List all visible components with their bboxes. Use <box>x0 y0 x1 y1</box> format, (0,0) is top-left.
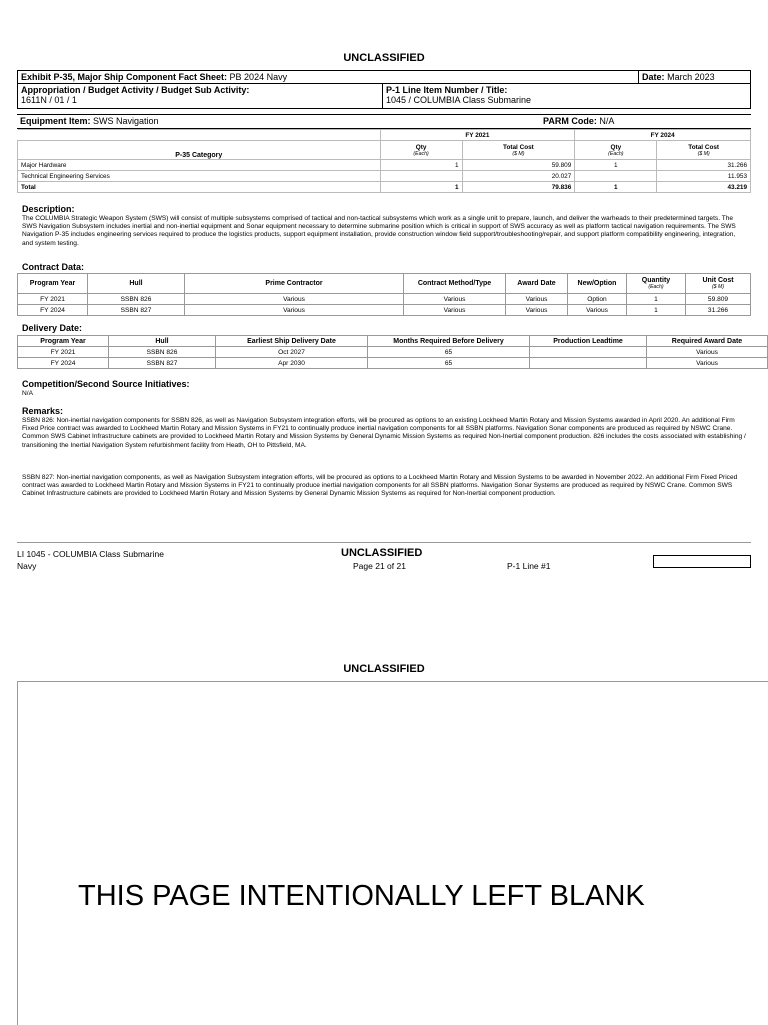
table-row: FY 2024 SSBN 827 Apr 2030 65 Various <box>18 358 768 369</box>
cost-header-b: Total Cost ($ M) <box>657 141 751 160</box>
parm-code-label: PARM Code: <box>543 116 597 126</box>
contract-data-table: Program Year Hull Prime Contractor Contract Method/Type Award Date New/Option Quantity (Each) Unit Cost ($ M) FY 2021 SSBN 826 Various Various Various Option 1 59.809 FY 2024 SSBN 827 Various Various Various Various 1 31.266 <box>17 273 751 316</box>
exhibit-title-value: PB 2024 Navy <box>229 72 288 82</box>
table-row-total: Total 1 79.836 1 43.219 <box>18 182 751 193</box>
date-cell <box>639 71 751 84</box>
exhibit-header-table <box>17 70 751 109</box>
appropriation-value: 1611N / 01 / 1 <box>21 95 77 105</box>
equipment-row <box>17 114 751 129</box>
footer-service: Navy <box>17 561 37 571</box>
footer-page-number: Page 21 of 21 <box>353 561 406 571</box>
contract-data-title: Contract Data: <box>22 262 85 272</box>
footer-divider <box>17 542 751 543</box>
qty-header-b: Qty (Each) <box>575 141 657 160</box>
appropriation-label: Appropriation / Budget Activity / Budget Sub Activity: <box>21 85 250 95</box>
table-row: Technical Engineering Services 20.027 11.953 <box>18 171 751 182</box>
footer-classification: UNCLASSIFIED <box>341 547 423 559</box>
remarks-title: Remarks: <box>22 406 64 416</box>
appropriation-cell <box>18 84 383 109</box>
description-text: The COLUMBIA Strategic Weapon System (SWS) will consist of multiple subsystems comprised of tactical and non-tactical subsystems which work as a single unit to prepare, launch, and deliver the warheads to their predetermined targets. The SWS Navigation Subsystem includes inertial and non-inertial equipment and Sonar equipment necessary to determine submarine position which is critical in support of SWS accuracy as well as platform tactical navigation requirements. The SWS Navigation P-35 includes engineering services required to produce the logistics products, support equipment installation, provide construction window field support/troubleshooting/repair, and support platform compatibility engineering, integration, and system testing. <box>22 215 736 247</box>
p1-line-label: P-1 Line Item Number / Title: <box>386 85 508 95</box>
footer-p1-line: P-1 Line #1 <box>507 561 551 571</box>
qty-header-a: Qty (Each) <box>380 141 462 160</box>
remarks-ssbn-827: SSBN 827: Non-inertial navigation components, as well as Navigation Subsystem integration efforts, will be procured as options to a Lockheed Martin Rotary and Mission Systems to be awarded in November 2022. An additional Firm Fixed Priced contract was awarded to Lockheed Martin Rotary and Mission Systems in FY21 to continually produce inertial navigation components for all SSBN platforms. Navigation Sonar Systems are produced as required by NSWC Crane. Common SWS Cabinet Infrastructure cabinets are provided to Lockheed Martin Rotary and Mission Systems by General Dynamic Mission Systems as required for Non-Inertial component production. <box>22 474 738 498</box>
classification-header-page2: UNCLASSIFIED <box>343 663 425 675</box>
date-value: March 2023 <box>667 72 715 82</box>
blank-page-notice: THIS PAGE INTENTIONALLY LEFT BLANK <box>78 880 645 912</box>
equipment-label: Equipment Item: <box>20 116 91 126</box>
table-row: FY 2021 SSBN 826 Various Various Various Option 1 59.809 <box>18 294 751 305</box>
remarks-ssbn-826: SSBN 826: Non-inertial navigation components for SSBN 826, as well as Navigation Subsystem integration efforts, will be procured as options to an existing Lockheed Martin Rotary and Mission Systems awarded in April 2020. An additional Firm Fixed Price contract was awarded to Lockheed Martin Rotary and Mission Systems in FY21 to continually produce inertial navigation components for all SSBN platforms. Navigation Sonar components are produced as required by NSWC Crane. Common SWS Cabinet Infrastructure cabinets are provided to Lockheed Martin Rotary and Mission Systems by General Dynamic Mission Systems as required Non-Inertial component production. 826 includes the costs associated with establishing / transitioning the Inertial Navigation System refurbishment facility from Heath, OH to Pittsfield, MA. <box>22 417 746 449</box>
competition-title: Competition/Second Source Initiatives: <box>22 379 190 389</box>
equipment-value: SWS Navigation <box>93 116 159 126</box>
fy-2024-header: FY 2024 <box>575 130 751 141</box>
fy-2021-header: FY 2021 <box>380 130 575 141</box>
p35-category-header: P-35 Category <box>18 141 381 160</box>
classification-header: UNCLASSIFIED <box>343 52 425 64</box>
exhibit-title-label: Exhibit P-35, Major Ship Component Fact Sheet: <box>21 72 228 82</box>
cost-header-a: Total Cost ($ M) <box>462 141 575 160</box>
p35-cost-table <box>17 129 751 193</box>
p1-line-value: 1045 / COLUMBIA Class Submarine <box>386 95 532 105</box>
competition-text: N/A <box>22 390 33 397</box>
table-row: FY 2021 SSBN 826 Oct 2027 65 Various <box>18 347 768 358</box>
table-row: Major Hardware 1 59.809 1 31.266 <box>18 160 751 171</box>
delivery-date-title: Delivery Date: <box>22 323 83 333</box>
parm-code-value: N/A <box>599 116 615 126</box>
exhibit-title-cell <box>18 71 639 84</box>
description-title: Description: <box>22 204 75 214</box>
date-label: Date: <box>642 72 665 82</box>
footer-box <box>653 555 751 568</box>
footer-line-item: LI 1045 - COLUMBIA Class Submarine <box>17 549 164 559</box>
p1-line-cell <box>383 84 751 109</box>
blank-page-frame <box>17 681 768 1025</box>
table-row: FY 2024 SSBN 827 Various Various Various Various 1 31.266 <box>18 305 751 316</box>
delivery-date-table: Program Year Hull Earliest Ship Delivery Date Months Required Before Delivery Production Leadtime Required Award Date FY 2021 SSBN 826 Oct 2027 65 Various FY 2024 SSBN 827 Apr 2030 65 Various <box>17 335 768 369</box>
